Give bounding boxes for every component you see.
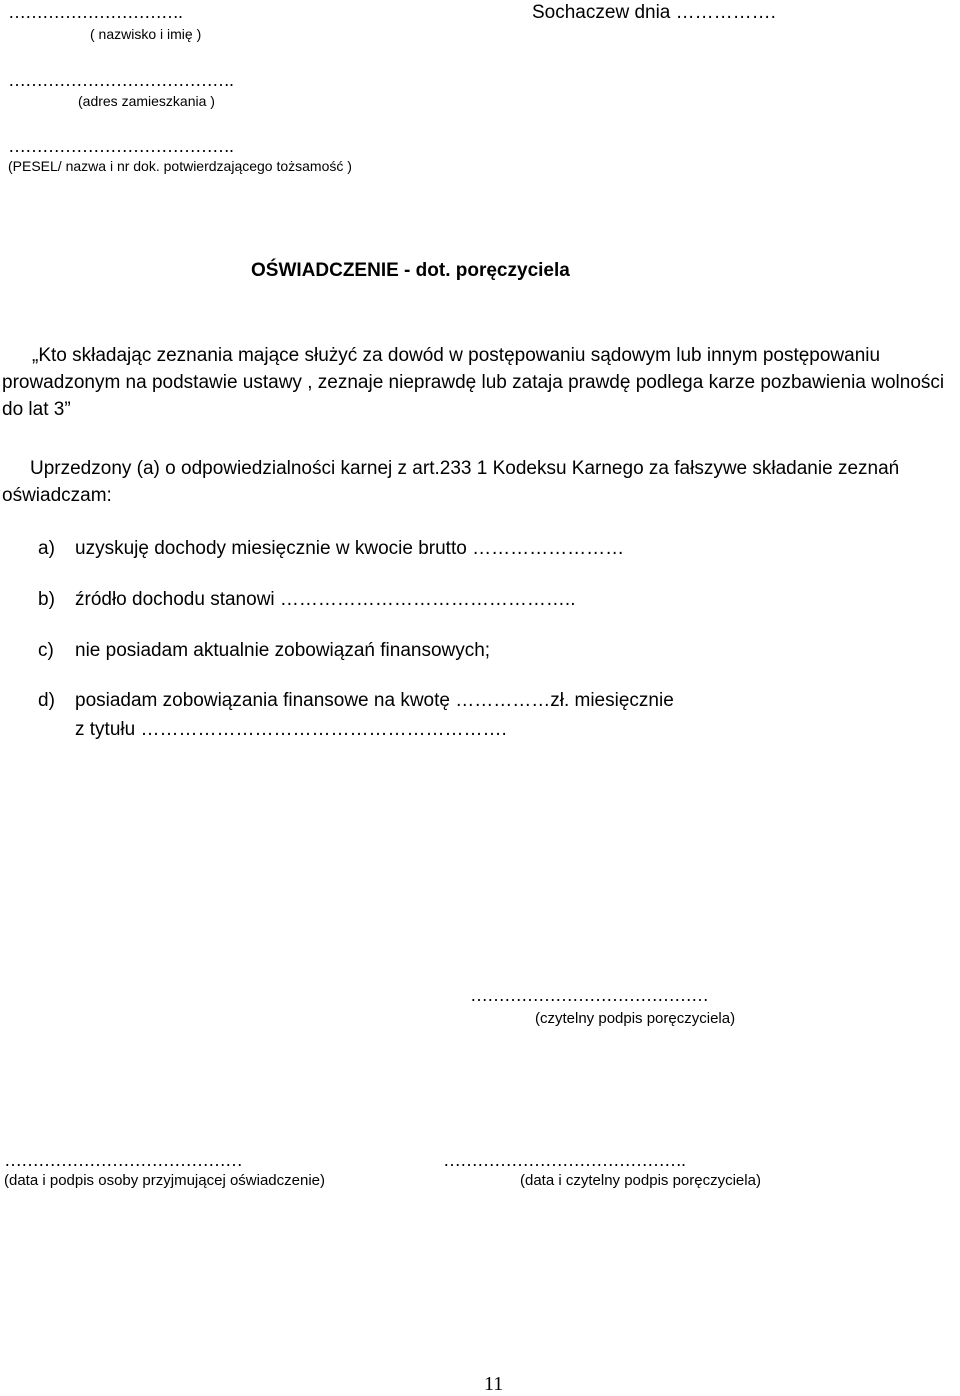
receiver-signature-dots: …………………………………… [4,1150,242,1170]
guarantor-signature-caption: (czytelny podpis poręczyciela) [535,1010,736,1027]
page-number: 11 [484,1373,504,1395]
item-b-text: źródło dochodu stanowi ……………………………………….. [75,589,576,610]
address-caption: (adres zamieszkania ) [78,93,215,109]
item-a-marker: a) [38,538,55,559]
guarantor-signature-dots: …………………………………… [470,985,708,1005]
place-date: Sochaczew dnia ……………. [532,2,776,23]
id-dots: …………………………………. [8,136,234,156]
item-d-text: posiadam zobowiązania finansowe na kwotę ……………zł. miesięcznie [75,690,674,711]
address-dots: …………………………………. [8,70,234,90]
name-caption: ( nazwisko i imię ) [90,26,202,42]
item-d-line2: z tytułu …………………………………………………. [75,719,507,740]
receiver-signature-caption: (data i podpis osoby przyjmującej oświadczenie) [4,1172,325,1189]
item-c-marker: c) [38,640,54,661]
intro-paragraph: Uprzedzony (a) o odpowiedzialności karnej z art.233 1 Kodeksu Karnego za fałszywe składanie zeznań oświadczam: [2,458,900,506]
item-c-text: nie posiadam aktualnie zobowiązań finansowych; [75,640,491,661]
item-d-marker: d) [38,690,55,711]
id-caption: (PESEL/ nazwa i nr dok. potwierdzającego tożsamość ) [8,158,352,174]
item-a-text: uzyskuję dochody miesięcznie w kwocie brutto …………………… [75,538,625,559]
guarantor-date-signature-dots: ……………………………………. [443,1150,686,1170]
legal-quote: „Kto składając zeznania mające służyć za dowód w postępowaniu sądowym lub innym postępowaniu prowadzonym na podstawie ustawy , zeznaje nieprawdę lub zataja prawdę podlega karze pozbawienia wolności do lat 3” [2,345,945,420]
item-b-marker: b) [38,589,55,610]
document-title: OŚWIADCZENIE - dot. poręczyciela [251,260,570,281]
name-dots: …………………………. [8,2,183,22]
guarantor-date-signature-caption: (data i czytelny podpis poręczyciela) [520,1172,761,1189]
